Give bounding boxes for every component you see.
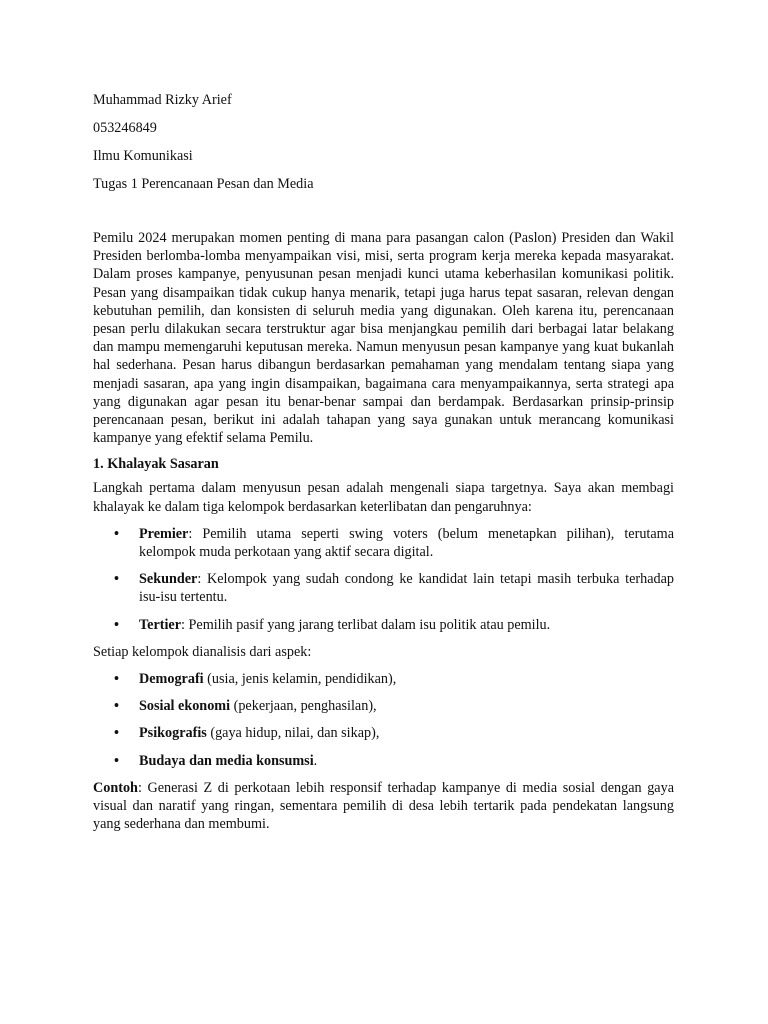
list-item (93, 724, 674, 742)
aspect-description: . (313, 752, 318, 769)
list-item (93, 616, 674, 634)
section-lead-paragraph: Langkah pertama dalam menyusun pesan adalah mengenali siapa targetnya. Saya akan membagi khalayak ke dalam tiga kelompok berdasarkan keterlibatan dan pengaruhnya: (93, 480, 674, 515)
author-name: Muhammad Rizky Arief (93, 92, 232, 108)
bullet-icon: • (114, 525, 119, 542)
aspect-term: Psikografis (139, 725, 207, 742)
audience-segment-list (93, 525, 674, 634)
list-item (93, 752, 674, 770)
intro-paragraph: Pemilu 2024 merupakan momen penting di mana para pasangan calon (Paslon) Presiden dan Wakil Presiden berlomba-lomba menyampaikan visi, misi, serta program kerja mereka kepada masyarakat. Dalam proses kampanye, penyusunan pesan menjadi kunci utama keberhasilan komunikasi politik. Pesan yang disampaikan tidak cukup hanya menarik, tetapi juga harus tepat sasaran, relevan dengan kebutuhan pemilih, dan konsisten di seluruh media yang digunakan. Oleh karena itu, perencanaan pesan perlu dilakukan secara terstruktur agar bisa menjangkau pemilih dari berbagai latar belakang dan mampu memengaruhi keputusan mereka. Namun menyusun pesan kampanye yang kuat bukanlah hal sederhana. Pesan harus dibangun berdasarkan pemahaman yang mendalam tentang siapa yang menjadi sasaran, apa yang ingin disampaikan, bagaimana cara menyampaikannya, serta strategi apa yang digunakan agar pesan itu benar-benar sampai dan berdampak. Berdasarkan prinsip-prinsip perencanaan pesan, berikut ini adalah tahapan yang saya gunakan untuk merancang komunikasi kampanye yang efektif selama Pemilu. (93, 230, 674, 447)
segment-term: Sekunder (139, 571, 198, 588)
assignment-title: Tugas 1 Perencanaan Pesan dan Media (93, 176, 314, 192)
list-item (93, 670, 674, 688)
list-item (93, 697, 674, 715)
student-id: 053246849 (93, 120, 157, 136)
example-term: Contoh (93, 779, 138, 796)
segment-description: : Pemilih pasif yang jarang terlibat dalam isu politik atau pemilu. (181, 616, 551, 633)
segment-description: : Kelompok yang sudah condong ke kandidat lain tetapi masih terbuka terhadap isu-isu tertentu. (139, 571, 674, 606)
aspect-description: (pekerjaan, penghasilan), (230, 698, 377, 715)
blank-line (93, 198, 674, 226)
section-heading: 1. Khalayak Sasaran (93, 456, 219, 473)
list-item (93, 525, 674, 561)
study-program: Ilmu Komunikasi (93, 148, 193, 164)
analysis-aspect-list (93, 670, 674, 770)
bullet-icon: • (114, 725, 119, 742)
example-text: : Generasi Z di perkotaan lebih responsif terhadap kampanye di media sosial dengan gaya visual dan naratif yang ringan, sementara pemilih di desa lebih tertarik pada pendekatan langsung yang sederhana dan membumi. (93, 779, 674, 833)
bullet-icon: • (114, 571, 119, 588)
aspect-description: (usia, jenis kelamin, pendidikan), (203, 671, 397, 688)
segment-term: Premier (139, 525, 189, 542)
bullet-icon: • (114, 616, 119, 633)
bullet-icon: • (114, 752, 119, 769)
document-header (93, 86, 674, 198)
aspect-term: Sosial ekonomi (139, 698, 231, 715)
list-item (93, 570, 674, 606)
aspects-lead-paragraph: Setiap kelompok dianalisis dari aspek: (93, 643, 312, 660)
bullet-icon: • (114, 671, 119, 688)
bullet-icon: • (114, 698, 119, 715)
segment-description: : Pemilih utama seperti swing voters (belum menetapkan pilihan), terutama kelompok muda perkotaan yang aktif secara digital. (139, 525, 674, 561)
aspect-description: (gaya hidup, nilai, dan sikap), (206, 725, 380, 742)
aspect-term: Budaya dan media konsumsi (139, 752, 314, 769)
segment-term: Tertier (139, 616, 182, 633)
example-paragraph (93, 779, 674, 834)
aspect-term: Demografi (139, 671, 204, 688)
